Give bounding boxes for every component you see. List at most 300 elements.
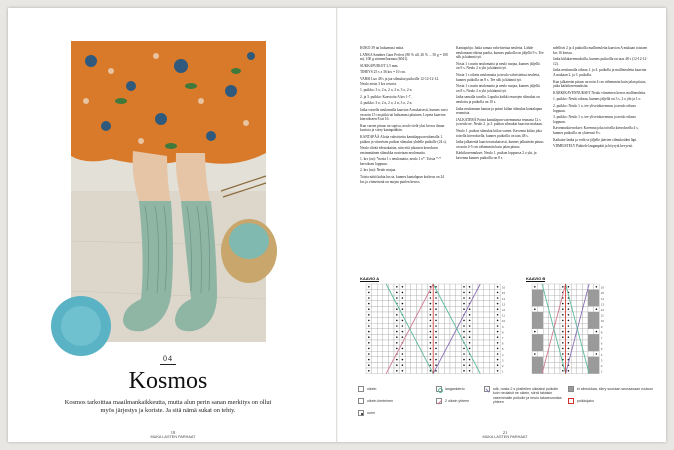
- purl-dot: [596, 286, 598, 288]
- purl-dot: [368, 314, 370, 316]
- chart-cell: [478, 362, 484, 368]
- purl-dot: [562, 303, 564, 305]
- purl-dot: [396, 292, 398, 294]
- photo-illustration: [71, 41, 266, 342]
- chart-cell: [489, 295, 495, 301]
- purl-dot: [497, 342, 499, 344]
- row-number: 7: [501, 336, 504, 340]
- purl-dot: [402, 348, 404, 350]
- chart-cell: [416, 323, 422, 329]
- purl-dot: [430, 308, 432, 310]
- purl-dot: [430, 314, 432, 316]
- chart-cell: [588, 301, 594, 307]
- chart-cell: [405, 340, 411, 346]
- chart-cell: [377, 351, 383, 357]
- chart-cell: [478, 306, 484, 312]
- chart-cell: [444, 357, 450, 363]
- purl-dot: [469, 331, 471, 333]
- row-number: 3: [600, 358, 603, 363]
- chart-cell: [439, 306, 445, 312]
- chart-cell: [588, 351, 594, 357]
- chart-cell: [577, 290, 583, 296]
- row-number: 12: [600, 308, 605, 312]
- pattern-paragraph: Kavennuskierrokset: Kavenna joka toisella kierroksella 4 s, kunnes puikoilla on yhteensä 8 s.: [553, 126, 639, 135]
- chart-cell: [582, 340, 588, 346]
- chart-cell: [411, 284, 417, 290]
- chart-cell: [554, 351, 560, 357]
- purl-dot: [534, 286, 536, 288]
- legend-swatch-ei-silmukkaa: [568, 386, 574, 392]
- chart-cell: [571, 284, 577, 290]
- chart-cell: [532, 301, 538, 307]
- purl-dot: [463, 292, 465, 294]
- chart-cell: [456, 351, 462, 357]
- pattern-column-1: [360, 46, 448, 186]
- chart-cell: [388, 334, 394, 340]
- purl-dot: [402, 353, 404, 355]
- chart-cell: [456, 312, 462, 318]
- chart-cell: [377, 301, 383, 307]
- purl-dot: [562, 308, 564, 310]
- purl-dot: [497, 292, 499, 294]
- chart-cell: [489, 301, 495, 307]
- purl-dot: [430, 331, 432, 333]
- chart-cell: [484, 323, 490, 329]
- chart-cell: [549, 362, 555, 368]
- purl-dot: [469, 286, 471, 288]
- chart-cell: [439, 334, 445, 340]
- pattern-column-2: [456, 46, 544, 162]
- chart-cell: [422, 290, 428, 296]
- chart-cell: [444, 351, 450, 357]
- chart-cell: [588, 357, 594, 363]
- purl-dot: [368, 348, 370, 350]
- chart-cell: [377, 329, 383, 335]
- chart-cell: [411, 301, 417, 307]
- needle-divider: [565, 284, 566, 374]
- pattern-paragraph: 4. puikko: 3 o, 2 n, 2 o, 2 n, 3 o, 2 n.: [360, 101, 413, 106]
- chart-cell: [538, 301, 544, 307]
- pattern-paragraph: Toista näitä kahta krs:ta, kunnes kantalapun korkeus on 24 krs ja viimeisenä on nurjan puolen kerros.: [360, 175, 445, 184]
- row-number: 9: [600, 324, 603, 329]
- chart-cell: [411, 368, 417, 374]
- row-number: 4: [600, 352, 603, 357]
- purl-dot: [396, 331, 398, 333]
- chart-cell: [588, 295, 594, 301]
- purl-dot: [435, 331, 437, 333]
- purl-dot: [402, 359, 404, 361]
- purl-dot: [396, 370, 398, 372]
- purl-dot: [430, 336, 432, 338]
- chart-cell: [377, 290, 383, 296]
- chart-cell: [377, 368, 383, 374]
- row-number: 15: [600, 291, 605, 296]
- purl-dot: [430, 320, 432, 322]
- chart-cell: [416, 318, 422, 324]
- row-number: 14: [600, 296, 605, 301]
- chart-cell: [456, 362, 462, 368]
- chart-cell: [554, 357, 560, 363]
- purl-dot: [469, 325, 471, 327]
- purl-dot: [568, 353, 570, 355]
- purl-dot: [497, 314, 499, 316]
- chart-cell: [416, 362, 422, 368]
- pattern-paragraph: KÄRKIKAVENNUKSET Neulo viimeinen kerros mallineuletta.: [553, 90, 646, 95]
- chart-cell: [439, 290, 445, 296]
- chart-cell: [594, 295, 600, 301]
- legend-label-sdk: sdk, nosta 2 s yksitellen oikeaksi puikolle kuin neulaisit ne oikein, siirrä takaisin vasemmalle puikolle ja neulo takareunoista yhteen: [493, 387, 562, 404]
- chart-cell: [577, 368, 583, 374]
- purl-dot: [497, 325, 499, 327]
- purl-dot: [435, 303, 437, 305]
- chart-cell: [377, 334, 383, 340]
- purl-dot: [430, 348, 432, 350]
- purl-dot: [568, 336, 570, 338]
- chart-cell: [444, 323, 450, 329]
- chart-cell: [472, 329, 478, 335]
- row-number: 8: [501, 330, 504, 335]
- chart-b-label: KAAVIO B: [526, 276, 546, 281]
- purl-dot: [435, 308, 437, 310]
- purl-dot: [435, 359, 437, 361]
- purl-dot: [435, 364, 437, 366]
- article-title: Kosmos: [128, 368, 208, 394]
- chart-cell: [594, 346, 600, 352]
- chart-cell: [478, 301, 484, 307]
- pattern-paragraph: 2. krs (na): Neulo nurjaa.: [360, 168, 397, 173]
- pattern-paragraph: ndelliset 2 ja 4 puikoilla mallineuletta kaavion A mukaan toistaen krs 16 kertaa.: [553, 46, 648, 55]
- purl-dot: [396, 286, 398, 288]
- purl-dot: [568, 348, 570, 350]
- chart-cell: [416, 290, 422, 296]
- article-title-block: [58, 348, 278, 415]
- chart-cell: [383, 351, 389, 357]
- chart-cell: [594, 312, 600, 318]
- purl-dot: [562, 370, 564, 372]
- chart-cell: [484, 301, 490, 307]
- chart-cell: [478, 323, 484, 329]
- chart-cell: [594, 362, 600, 368]
- purl-dot: [568, 331, 570, 333]
- pattern-paragraph: Neulo sileää edestakaisin, niin että jokaisen kerroksen ensimmäinen silmukka nostetaan neulomatta.: [360, 146, 438, 155]
- chart-cell: [416, 295, 422, 301]
- chart-cell: [405, 346, 411, 352]
- pattern-paragraph: Kärkikavennukset: Neulo 1. puikon loppuosa 2 o yht, ja kavenna kunnes puikoilla on 8 s.: [456, 151, 537, 160]
- chart-cell: [450, 346, 456, 352]
- pattern-paragraph: Kantapohja: Jatka samaa vahvistettua neuletta. Lähde neulomaan oikeaa puolta, kunnes puikolla on jäljellä 9 s. Tee sdk ja käännä työ.: [456, 46, 544, 60]
- chart-cell: [478, 329, 484, 335]
- right-folio: [445, 430, 565, 440]
- chart-cell: [422, 368, 428, 374]
- chart-cell: [538, 295, 544, 301]
- legend-swatch-oikein-kierteinen: [358, 398, 364, 404]
- chart-cell: [554, 284, 560, 290]
- purl-dot: [568, 325, 570, 327]
- chart-cell: [554, 290, 560, 296]
- chart-cell: [543, 323, 549, 329]
- chart-cell: [582, 329, 588, 335]
- pattern-paragraph: Nosta 1 s oikein neulomatta ja neulo vahvistettua neuletta, kunnes puikolla on 8 s. Tee sdk ja käännä työ.: [456, 72, 540, 82]
- chart-cell: [388, 284, 394, 290]
- chart-cell: [543, 340, 549, 346]
- chart-cell: [422, 323, 428, 329]
- chart-cell: [383, 312, 389, 318]
- chart-cell: [588, 306, 594, 312]
- purl-dot: [396, 308, 398, 310]
- chart-cell: [489, 306, 495, 312]
- purl-dot: [463, 359, 465, 361]
- chart-cell: [484, 351, 490, 357]
- purl-dot: [435, 292, 437, 294]
- chart-cell: [594, 334, 600, 340]
- purl-dot: [469, 342, 471, 344]
- chart-cell: [422, 284, 428, 290]
- row-number: 14: [501, 296, 506, 301]
- left-folio: [113, 430, 233, 440]
- row-number: 1: [600, 369, 603, 374]
- purl-dot: [430, 325, 432, 327]
- chart-cell: [383, 334, 389, 340]
- chart-cell: [484, 334, 490, 340]
- chart-b-grid: [526, 284, 605, 378]
- purl-dot: [596, 353, 598, 355]
- purl-dot: [435, 336, 437, 338]
- chart-cell: [478, 290, 484, 296]
- chart-cell: [489, 290, 495, 296]
- chart-cell: [416, 284, 422, 290]
- pattern-paragraph: Neulo 1. puikon silmukat kiilaa varten. Kavenna kiilaa joka toisella kierroksella, kunnes puikoilla on taas 48 s.: [456, 128, 542, 138]
- purl-dot: [469, 359, 471, 361]
- chart-cell: [588, 329, 594, 335]
- chart-cell: [456, 295, 462, 301]
- legend-swatch-oikein: [358, 386, 364, 392]
- chart-cell: [444, 362, 450, 368]
- chart-cell: [594, 290, 600, 296]
- chart-cell: [484, 284, 490, 290]
- purl-dot: [463, 370, 465, 372]
- chart-cell: [377, 318, 383, 324]
- chart-cell: [489, 362, 495, 368]
- purl-dot: [368, 364, 370, 366]
- chart-cell: [372, 357, 378, 363]
- chart-cell: [422, 362, 428, 368]
- pattern-paragraph: Jatka samalla tavalla. Lopulta kaikki reunojen silmukat on neulottu ja puikolla on 10 s.: [456, 95, 540, 104]
- chart-cell: [571, 368, 577, 374]
- purl-dot: [402, 325, 404, 327]
- purl-dot: [568, 308, 570, 310]
- article-number: [58, 354, 278, 365]
- chart-cell: [532, 334, 538, 340]
- chart-cell: [411, 362, 417, 368]
- chart-cell: [532, 357, 538, 363]
- chart-cell: [489, 323, 495, 329]
- purl-dot: [396, 342, 398, 344]
- purl-dot: [396, 325, 398, 327]
- article-number-text: 04: [163, 354, 173, 363]
- chart-cell: [372, 329, 378, 335]
- purl-dot: [463, 331, 465, 333]
- chart-cell: [405, 351, 411, 357]
- chart-cell: [372, 362, 378, 368]
- purl-dot: [469, 336, 471, 338]
- chart-cell: [532, 368, 538, 374]
- purl-dot: [469, 292, 471, 294]
- chart-cell: [405, 295, 411, 301]
- purl-dot: [368, 370, 370, 372]
- pattern-paragraph: Nosta 1 s nurin neulomatta ja neulo nurjaa, kunnes jäljellä on 9 s. Neulo 2 n yht ja käännä työ.: [456, 61, 540, 71]
- purl-dot: [402, 320, 404, 322]
- chart-cell: [582, 318, 588, 324]
- purl-dot: [368, 342, 370, 344]
- purl-dot: [463, 286, 465, 288]
- chart-cell: [582, 323, 588, 329]
- chart-cell: [484, 368, 490, 374]
- legend-label-oikein: oikein: [367, 387, 377, 391]
- legend-label-puikkojako: puikkojako: [577, 399, 594, 403]
- row-number: 11: [501, 313, 506, 318]
- purl-dot: [396, 297, 398, 299]
- purl-dot: [402, 370, 404, 372]
- chart-cell: [489, 357, 495, 363]
- purl-dot: [430, 292, 432, 294]
- chart-cell: [377, 323, 383, 329]
- pattern-paragraph: Katkaise lanka ja vedä se jäljelle jäävien silmukoiden läpi.: [553, 137, 638, 142]
- purl-dot: [430, 303, 432, 305]
- row-number: 4: [501, 352, 504, 357]
- chart-cell: [594, 368, 600, 374]
- chart-cell: [588, 334, 594, 340]
- chart-cell: [416, 301, 422, 307]
- purl-dot: [463, 348, 465, 350]
- chart-cell: [450, 284, 456, 290]
- chart-cell: [416, 351, 422, 357]
- chart-cell: [388, 301, 394, 307]
- chart-cell: [372, 340, 378, 346]
- chart-cell: [388, 346, 394, 352]
- chart-cell: [478, 351, 484, 357]
- purl-dot: [497, 297, 499, 299]
- pattern-paragraph: LANKA Sandnes Garn Perfect (80 % ull, 20 % ... 50 g = 100 m), 100 g sininen/harmaa (6041).: [360, 52, 448, 62]
- pattern-paragraph: Jatka neulomaan kantaa ja poimi kiilan silmukat kantalapun reunoista.: [456, 106, 543, 116]
- chart-cell: [588, 323, 594, 329]
- chart-cell: [383, 290, 389, 296]
- chart-cell: [456, 290, 462, 296]
- chart-cell: [388, 306, 394, 312]
- chart-cell: [577, 362, 583, 368]
- chart-cell: [538, 318, 544, 324]
- chart-cell: [456, 301, 462, 307]
- chart-cell: [484, 346, 490, 352]
- pattern-paragraph: Jatka varrella neulomalla kaavion A mukaisesti, kunnes varsi on noin 15 cm pitkä tai haluamasi pituinen. Lopeta kaavion kierrokseen 8 tai 16.: [360, 107, 448, 122]
- purl-dot: [368, 286, 370, 288]
- purl-dot: [463, 303, 465, 305]
- chart-a-grid: [360, 284, 506, 378]
- row-number: 8: [600, 330, 603, 335]
- purl-dot: [469, 314, 471, 316]
- chart-cell: [472, 301, 478, 307]
- chart-cell: [411, 346, 417, 352]
- chart-cell: [538, 340, 544, 346]
- chart-cell: [484, 295, 490, 301]
- chart-cell: [372, 368, 378, 374]
- chart-cell: [422, 340, 428, 346]
- chart-cell: [388, 318, 394, 324]
- chart-cell: [411, 295, 417, 301]
- chart-cell: [484, 340, 490, 346]
- chart-cell: [377, 312, 383, 318]
- chart-cell: [594, 318, 600, 324]
- purl-dot: [435, 297, 437, 299]
- chart-cell: [532, 323, 538, 329]
- chart-cell: [594, 323, 600, 329]
- purl-dot: [368, 320, 370, 322]
- purl-dot: [368, 353, 370, 355]
- purl-dot: [562, 353, 564, 355]
- chart-cell: [456, 346, 462, 352]
- chart-cell: [439, 284, 445, 290]
- chart-cell: [388, 323, 394, 329]
- pattern-paragraph: Nosta 1 s nurin neulomatta ja neulo nurjaa, kunnes jäljellä on 8 s. Neulo 2 n yht ja käännä työ.: [456, 84, 540, 93]
- purl-dot: [497, 353, 499, 355]
- chart-cell: [577, 295, 583, 301]
- right-folio-text: MUKA LASTEN PARHAAT: [482, 435, 528, 439]
- chart-cell: [372, 346, 378, 352]
- chart-cell: [489, 318, 495, 324]
- chart-cell: [472, 334, 478, 340]
- chart-cell: [383, 323, 389, 329]
- row-number: 16: [600, 285, 605, 290]
- purl-dot: [435, 342, 437, 344]
- purl-dot: [402, 336, 404, 338]
- pattern-paragraph: Jatka kiilakavennuksilla, kunnes puikoilla on taas 48 s (12-12-12-12).: [553, 57, 648, 66]
- chart-cell: [532, 318, 538, 324]
- purl-dot: [562, 336, 564, 338]
- pattern-paragraph: KOKO 39 tai haluamasi mitta.: [360, 46, 405, 50]
- chart-a-label: KAAVIO A: [360, 276, 380, 281]
- chart-cell: [472, 340, 478, 346]
- chart-cell: [538, 312, 544, 318]
- chart-cell: [472, 284, 478, 290]
- legend-swatch-nurin: [358, 410, 364, 416]
- chart-cell: [532, 295, 538, 301]
- chart-cell: [538, 290, 544, 296]
- purl-dot: [562, 314, 564, 316]
- chart-cell: [484, 357, 490, 363]
- pattern-paragraph: SUKKAPUIKOT 3,5 mm.: [360, 63, 399, 68]
- chart-cell: [405, 290, 411, 296]
- purl-dot: [435, 325, 437, 327]
- pattern-paragraph: Jatka jalkaterää kaavion mukaisesti, kunnes jalkaterän pituus on noin 4-5 cm vähemmän kuin jalan pituus.: [456, 140, 544, 149]
- chart-cell: [478, 357, 484, 363]
- chart-cell: [377, 357, 383, 363]
- purl-dot: [568, 370, 570, 372]
- socks-photo: [71, 41, 266, 342]
- chart-cell: [484, 290, 490, 296]
- chart-cell: [478, 295, 484, 301]
- purl-dot: [562, 331, 564, 333]
- row-number: 1: [501, 369, 504, 374]
- chart-cell: [577, 357, 583, 363]
- needle-divider: [433, 284, 434, 374]
- chart-cell: [450, 306, 456, 312]
- chart-cell: [388, 351, 394, 357]
- chart-cell: [372, 334, 378, 340]
- purl-dot: [463, 297, 465, 299]
- purl-dot: [402, 286, 404, 288]
- chart-cell: [439, 318, 445, 324]
- chart-cell: [444, 368, 450, 374]
- pattern-paragraph: Jatka neulomalla oikeaa 1. ja 4. puikolla ja mallineuletta kaavion A mukaan 2. ja 3. puikolla.: [553, 68, 647, 77]
